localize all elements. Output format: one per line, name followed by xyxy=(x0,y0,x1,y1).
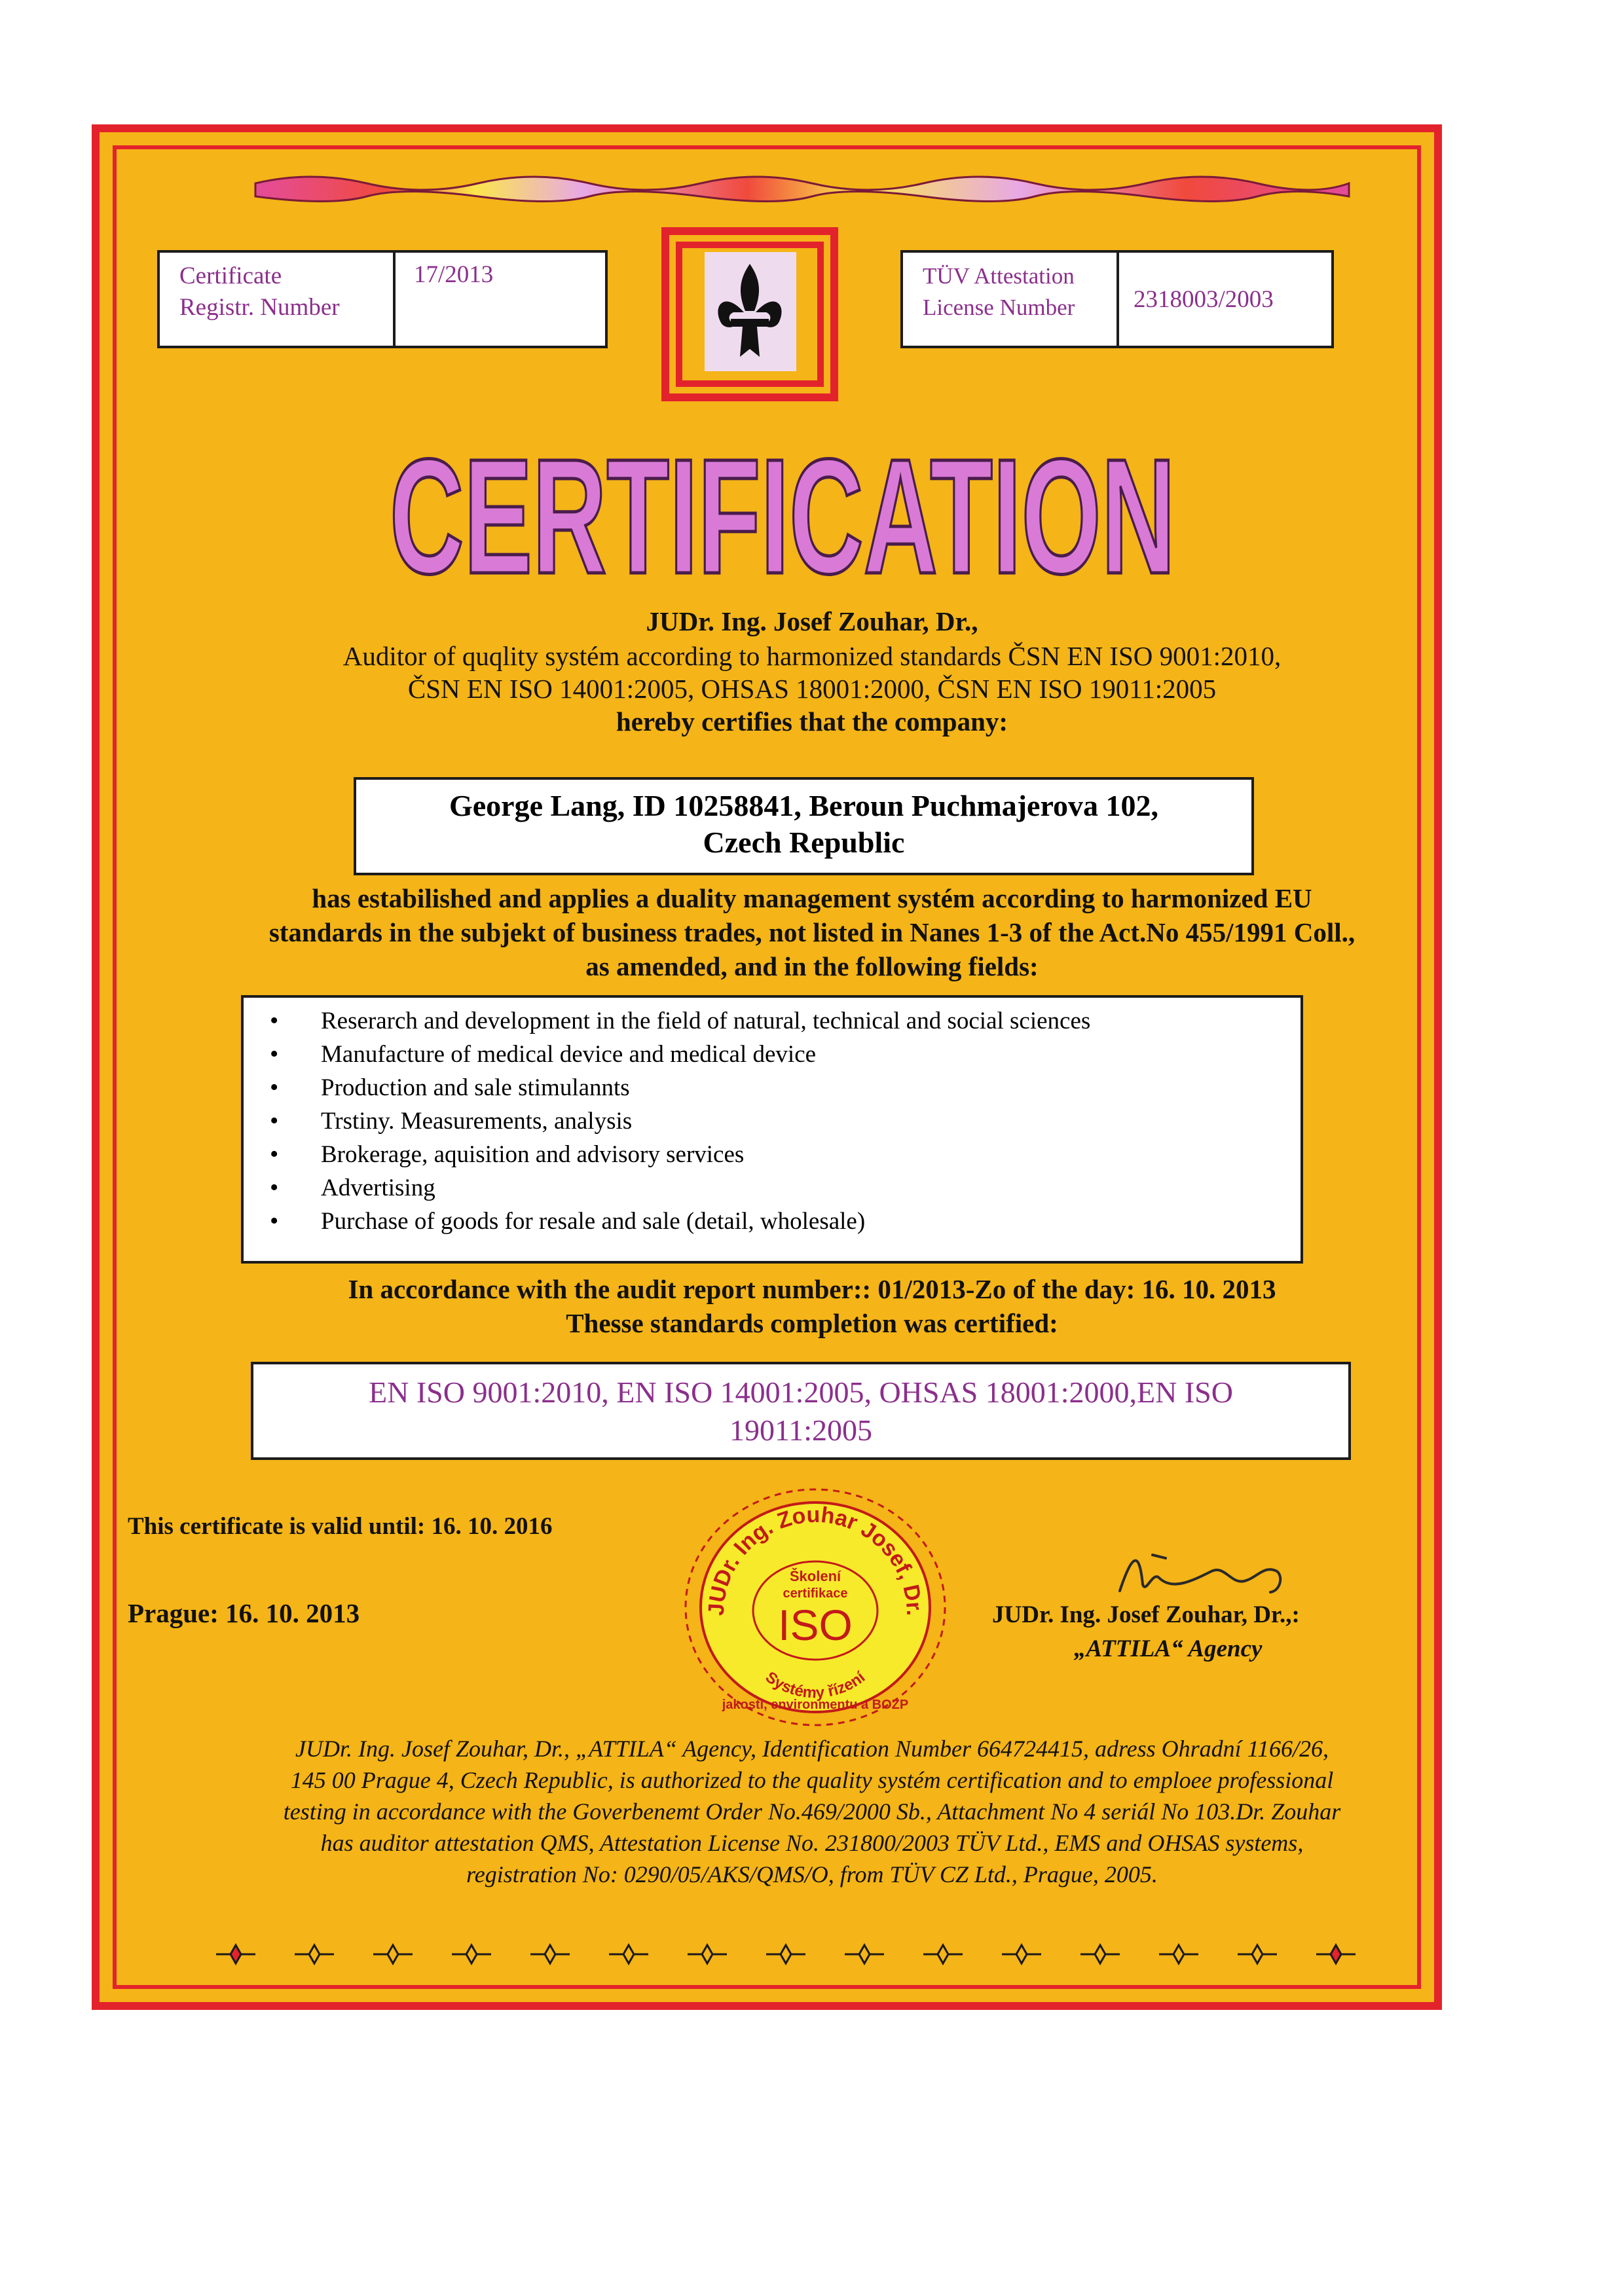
audit-line-1: In accordance with the audit report number:: 01/2013-Zo of the day: 16. 10. 2013 xyxy=(348,1274,1276,1304)
company-line-1: George Lang, ID 10258841, Beroun Puchmajerova 102, xyxy=(449,789,1159,822)
validity-text: This certificate is valid until: 16. 10. 2016 xyxy=(128,1513,553,1540)
list-item: • Manufacture of medical device and medical device xyxy=(321,1038,1301,1071)
list-item: • Production and sale stimulannts xyxy=(321,1071,1301,1104)
company-box xyxy=(354,777,1254,875)
auditor-name: JUDr. Ing. Josef Zouhar, Dr., xyxy=(646,606,978,636)
list-item: • Reserarch and development in the field of natural, technical and social sciences xyxy=(321,1004,1301,1038)
signatory-agency: „ATTILA“ Agency xyxy=(1074,1635,1263,1662)
seal-outer-text: JUDr. Ing. Zouhar Josef, Dr. xyxy=(703,1502,927,1616)
iso-seal xyxy=(678,1483,953,1732)
statement-line-2: standards in the subjekt of business trades, not listed in Nanes 1-3 of the Act.No 455/1991 Coll., xyxy=(268,917,1356,947)
company-line-2: Czech Republic xyxy=(703,826,905,859)
standards-box xyxy=(251,1362,1351,1460)
registration-value: 17/2013 xyxy=(414,261,494,288)
footer-line-4: has auditor attestation QMS, Attestation License No. 231800/2003 TÜV Ltd., EMS and OHSAS systems, xyxy=(320,1830,1304,1856)
list-item: • Advertising xyxy=(321,1171,1301,1205)
standards-line-1: EN ISO 9001:2010, EN ISO 14001:2005, OHSAS 18001:2000,EN ISO xyxy=(369,1376,1233,1409)
auditor-line-1: Auditor of quqlity systém according to harmonized standards ČSN EN ISO 9001:2010, xyxy=(342,641,1282,671)
statement-line-1: has estabilished and applies a duality management systém according to harmonized EU xyxy=(312,883,1312,913)
handwritten-signature xyxy=(1113,1545,1310,1604)
seal-line-1: Školení xyxy=(789,1568,841,1584)
footer-line-5: registration No: 0290/05/AKS/QMS/O, from TÜV CZ Ltd., Prague, 2005. xyxy=(466,1861,1158,1887)
tuv-license-value: 2318003/2003 xyxy=(1134,286,1274,313)
footer-line-2: 145 00 Prague 4, Czech Republic, is authorized to the quality systém certification and to emploee professional xyxy=(290,1767,1334,1793)
list-item: • Brokerage, aquisition and advisory services xyxy=(321,1138,1301,1171)
certifies-line: hereby certifies that the company: xyxy=(616,706,1008,737)
seal-bottom-text-2: jakosti, environmentu a BOZP xyxy=(722,1698,909,1712)
fields-box xyxy=(241,995,1303,1264)
list-item: • Trstiny. Measurements, analysis xyxy=(321,1104,1301,1138)
decorative-ribbon xyxy=(252,167,1352,206)
decorative-border-ornaments xyxy=(210,1938,1375,1971)
fleur-de-lis-emblem xyxy=(660,226,840,403)
registration-label: Certificate Registr. Number xyxy=(160,253,396,346)
footer-line-3: testing in accordance with the Goverbenemt Order No.469/2000 Sb., Attachment No 4 seriál No 103.Dr. Zouhar xyxy=(283,1798,1341,1825)
title-text: CERTIFICATION xyxy=(390,425,1175,608)
seal-line-2: certifikace xyxy=(783,1586,848,1601)
seal-bottom-text-1: Systémy řízení xyxy=(762,1668,869,1702)
statement-line-3: as amended, and in the following fields: xyxy=(585,951,1039,981)
auditor-line-2: ČSN EN ISO 14001:2005, OHSAS 18001:2000, ČSN EN ISO 19011:2005 xyxy=(407,674,1217,704)
list-item: • Purchase of goods for resale and sale (detail, wholesale) xyxy=(321,1205,1301,1238)
place-date-text: Prague: 16. 10. 2013 xyxy=(128,1598,360,1628)
tuv-license-label: TÜV Attestation License Number xyxy=(903,253,1119,346)
registration-number-box xyxy=(157,250,608,348)
certificate-title xyxy=(380,425,1185,608)
standards-line-2: 19011:2005 xyxy=(729,1413,873,1447)
signatory-name: JUDr. Ing. Josef Zouhar, Dr.,: xyxy=(992,1601,1300,1628)
tuv-license-box xyxy=(900,250,1334,348)
audit-line-2: Thesse standards completion was certified: xyxy=(566,1308,1058,1338)
footer-line-1: JUDr. Ing. Josef Zouhar, Dr., „ATTILA“ Agency, Identification Number 664724415, adress Ohradní 1166/26, xyxy=(295,1736,1329,1762)
seal-center-text: ISO xyxy=(778,1601,853,1649)
fields-list xyxy=(244,998,1301,1238)
